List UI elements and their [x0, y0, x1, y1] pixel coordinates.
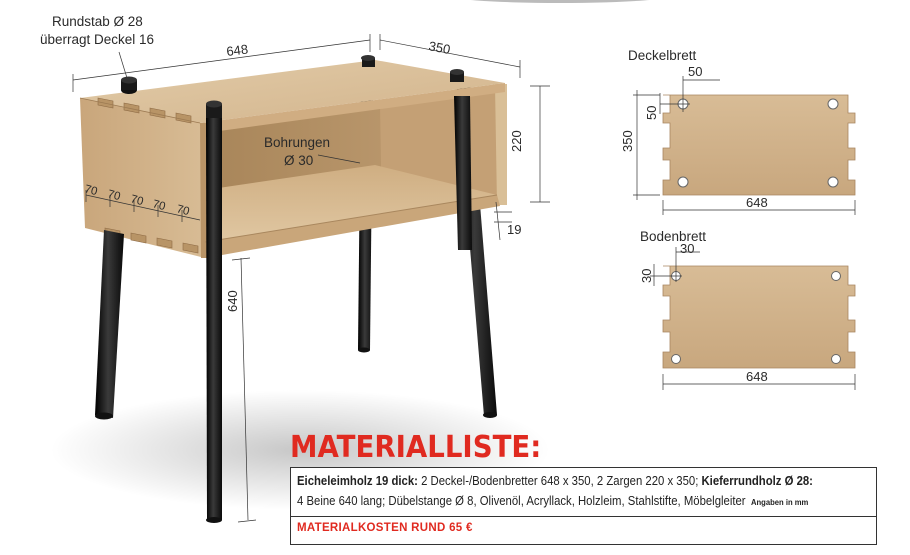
materialliste-box	[290, 467, 877, 545]
material-line-2	[297, 494, 808, 508]
boden-dim-30-x: 30	[680, 241, 695, 256]
material-divider	[291, 516, 876, 517]
rundstab-label-2: überragt Deckel 16	[40, 32, 155, 47]
deckelbrett-label: Deckelbrett	[628, 48, 697, 63]
material-text-1: 2 Deckel-/Bodenbretter 648 x 350, 2 Zargen 220 x 350;	[417, 474, 699, 488]
material-note: Angaben in mm	[750, 497, 809, 507]
deckelbrett-board	[663, 95, 855, 195]
deckel-dim-350: 350	[620, 130, 635, 152]
bohrungen-label-1: Bohrungen	[264, 135, 331, 150]
deckel-dim-648: 648	[746, 195, 768, 210]
dim-width: 648	[225, 41, 249, 59]
dim-finger-3: 70	[129, 193, 145, 209]
material-cost: MATERIALKOSTEN RUND 65 €	[297, 522, 473, 534]
front-leg-middle	[206, 118, 222, 523]
dim-finger-1: 70	[83, 183, 99, 199]
dim-finger-5: 70	[175, 203, 191, 219]
deckel-dim-50-y: 50	[644, 105, 659, 120]
dim-thickness: 19	[507, 222, 522, 237]
dim-leg-length: 640	[225, 290, 240, 312]
material-bold-1: Eicheleimholz 19 dick:	[297, 474, 418, 488]
boden-dim-30-y: 30	[639, 268, 654, 283]
bodenbrett-board	[663, 266, 855, 368]
dim-finger-4: 70	[151, 198, 167, 214]
dim-height-box: 220	[509, 130, 524, 152]
boden-dim-648: 648	[746, 369, 768, 384]
rundstab-label-1: Rundstab Ø 28	[52, 14, 143, 29]
front-leg-right-visible	[454, 96, 472, 250]
bodenbrett-label: Bodenbrett	[640, 229, 707, 244]
top-shadow	[440, 0, 680, 3]
material-text-2: 4 Beine 640 lang; Dübelstange Ø 8, Olivenöl, Acryllack, Holzleim, Stahlstifte, Möbelgleiter	[297, 494, 746, 508]
dim-depth: 350	[427, 38, 452, 58]
front-leg-left	[95, 230, 124, 420]
deckel-dim-50-x: 50	[688, 64, 703, 79]
material-line-1	[297, 474, 813, 488]
materialliste-title: MATERIALLISTE:	[290, 430, 542, 465]
bohrungen-label-2: Ø 30	[284, 153, 314, 168]
material-bold-2: Kieferrundholz Ø 28:	[701, 474, 813, 488]
dim-finger-2: 70	[106, 188, 122, 204]
